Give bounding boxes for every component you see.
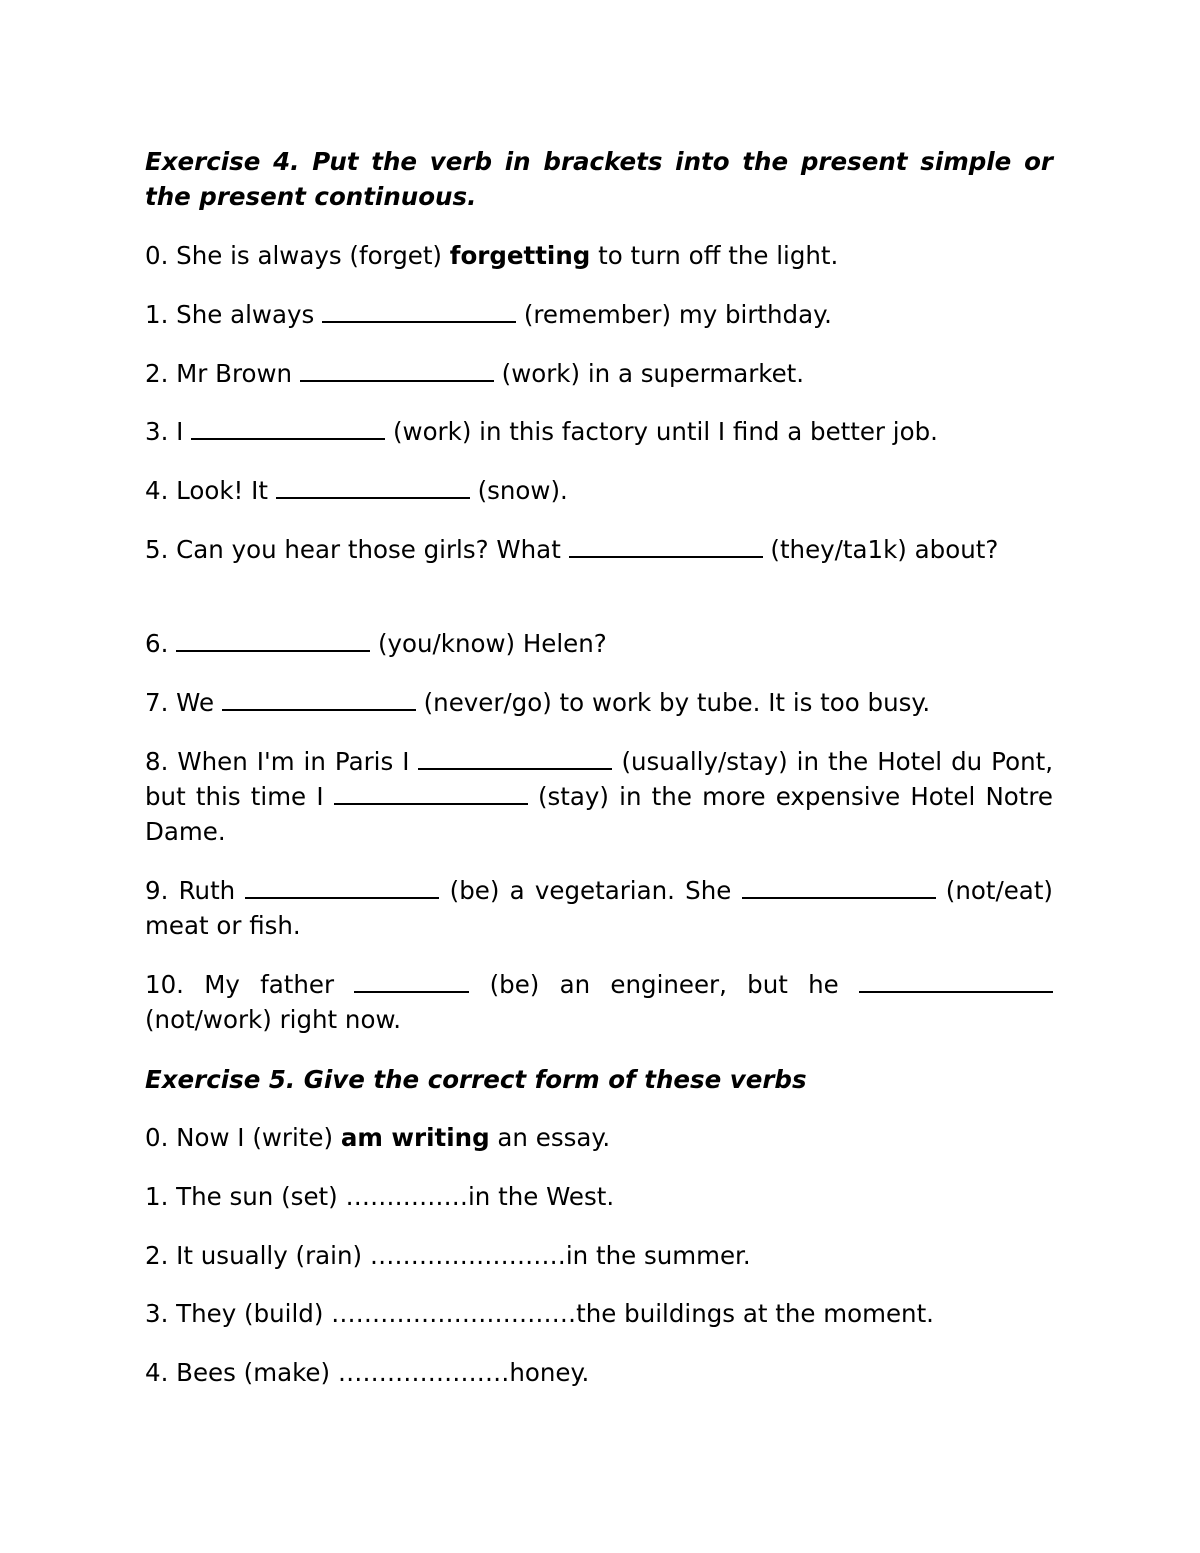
ex4-item-2: 2. Mr Brown (work) in a supermarket. <box>145 359 805 388</box>
ex4-item-4: 4. Look! It (snow). <box>145 476 568 505</box>
example-answer: am writing <box>340 1123 490 1152</box>
exercise-5-heading: Exercise 5. Give the correct form of these verbs <box>145 1065 807 1094</box>
answer-blank[interactable] <box>322 299 516 323</box>
ex4-item-1: 1. She always (remember) my birthday. <box>145 300 832 329</box>
ex5-item-0: 0. Now I (write) am writing an essay. <box>145 1123 611 1152</box>
answer-blank[interactable] <box>418 746 612 770</box>
answer-blank[interactable] <box>354 969 469 993</box>
ex4-item-5: 5. Can you hear those girls? What (they/ta1k) about? <box>145 535 999 564</box>
ex4-item-3: 3. I (work) in this factory until I find a better job. <box>145 417 938 446</box>
answer-blank[interactable] <box>191 416 385 440</box>
answer-blank[interactable] <box>176 628 370 652</box>
answer-blank[interactable] <box>300 358 494 382</box>
answer-blank[interactable] <box>245 875 439 899</box>
ex4-item-7: 7. We (never/go) to work by tube. It is too busy. <box>145 688 931 717</box>
answer-blank[interactable] <box>859 969 1053 993</box>
ex5-item-1: 1. The sun (set) ……………in the West. <box>145 1182 615 1211</box>
ex4-item-6: 6. (you/know) Helen? <box>145 629 607 658</box>
example-answer: forgetting <box>449 241 591 270</box>
ex5-item-2: 2. It usually (rain) ……………………in the summer. <box>145 1241 751 1270</box>
ex4-item-8: 8. When I'm in Paris I (usually/stay) in the Hotel du Pont, but this time I (stay) in the more expensive Hotel Notre Dame. <box>145 747 1054 846</box>
answer-blank[interactable] <box>334 781 528 805</box>
answer-blank[interactable] <box>222 687 416 711</box>
answer-blank[interactable] <box>569 534 763 558</box>
answer-blank[interactable] <box>276 475 470 499</box>
answer-blank[interactable] <box>742 875 936 899</box>
ex4-item-0: 0. She is always (forget) forgetting to turn off the light. <box>145 241 839 270</box>
ex5-item-3: 3. They (build) …………………………the buildings at the moment. <box>145 1299 934 1328</box>
exercise-4-heading: Exercise 4. Put the verb in brackets into the present simple or the present continuous. <box>145 147 1053 211</box>
ex5-item-4: 4. Bees (make) …………………honey. <box>145 1358 590 1387</box>
ex4-item-10: 10. My father (be) an engineer, but he (not/work) right now. <box>145 967 1053 1037</box>
ex4-item-9: 9. Ruth (be) a vegetarian. She (not/eat) meat or fish. <box>145 876 1053 940</box>
